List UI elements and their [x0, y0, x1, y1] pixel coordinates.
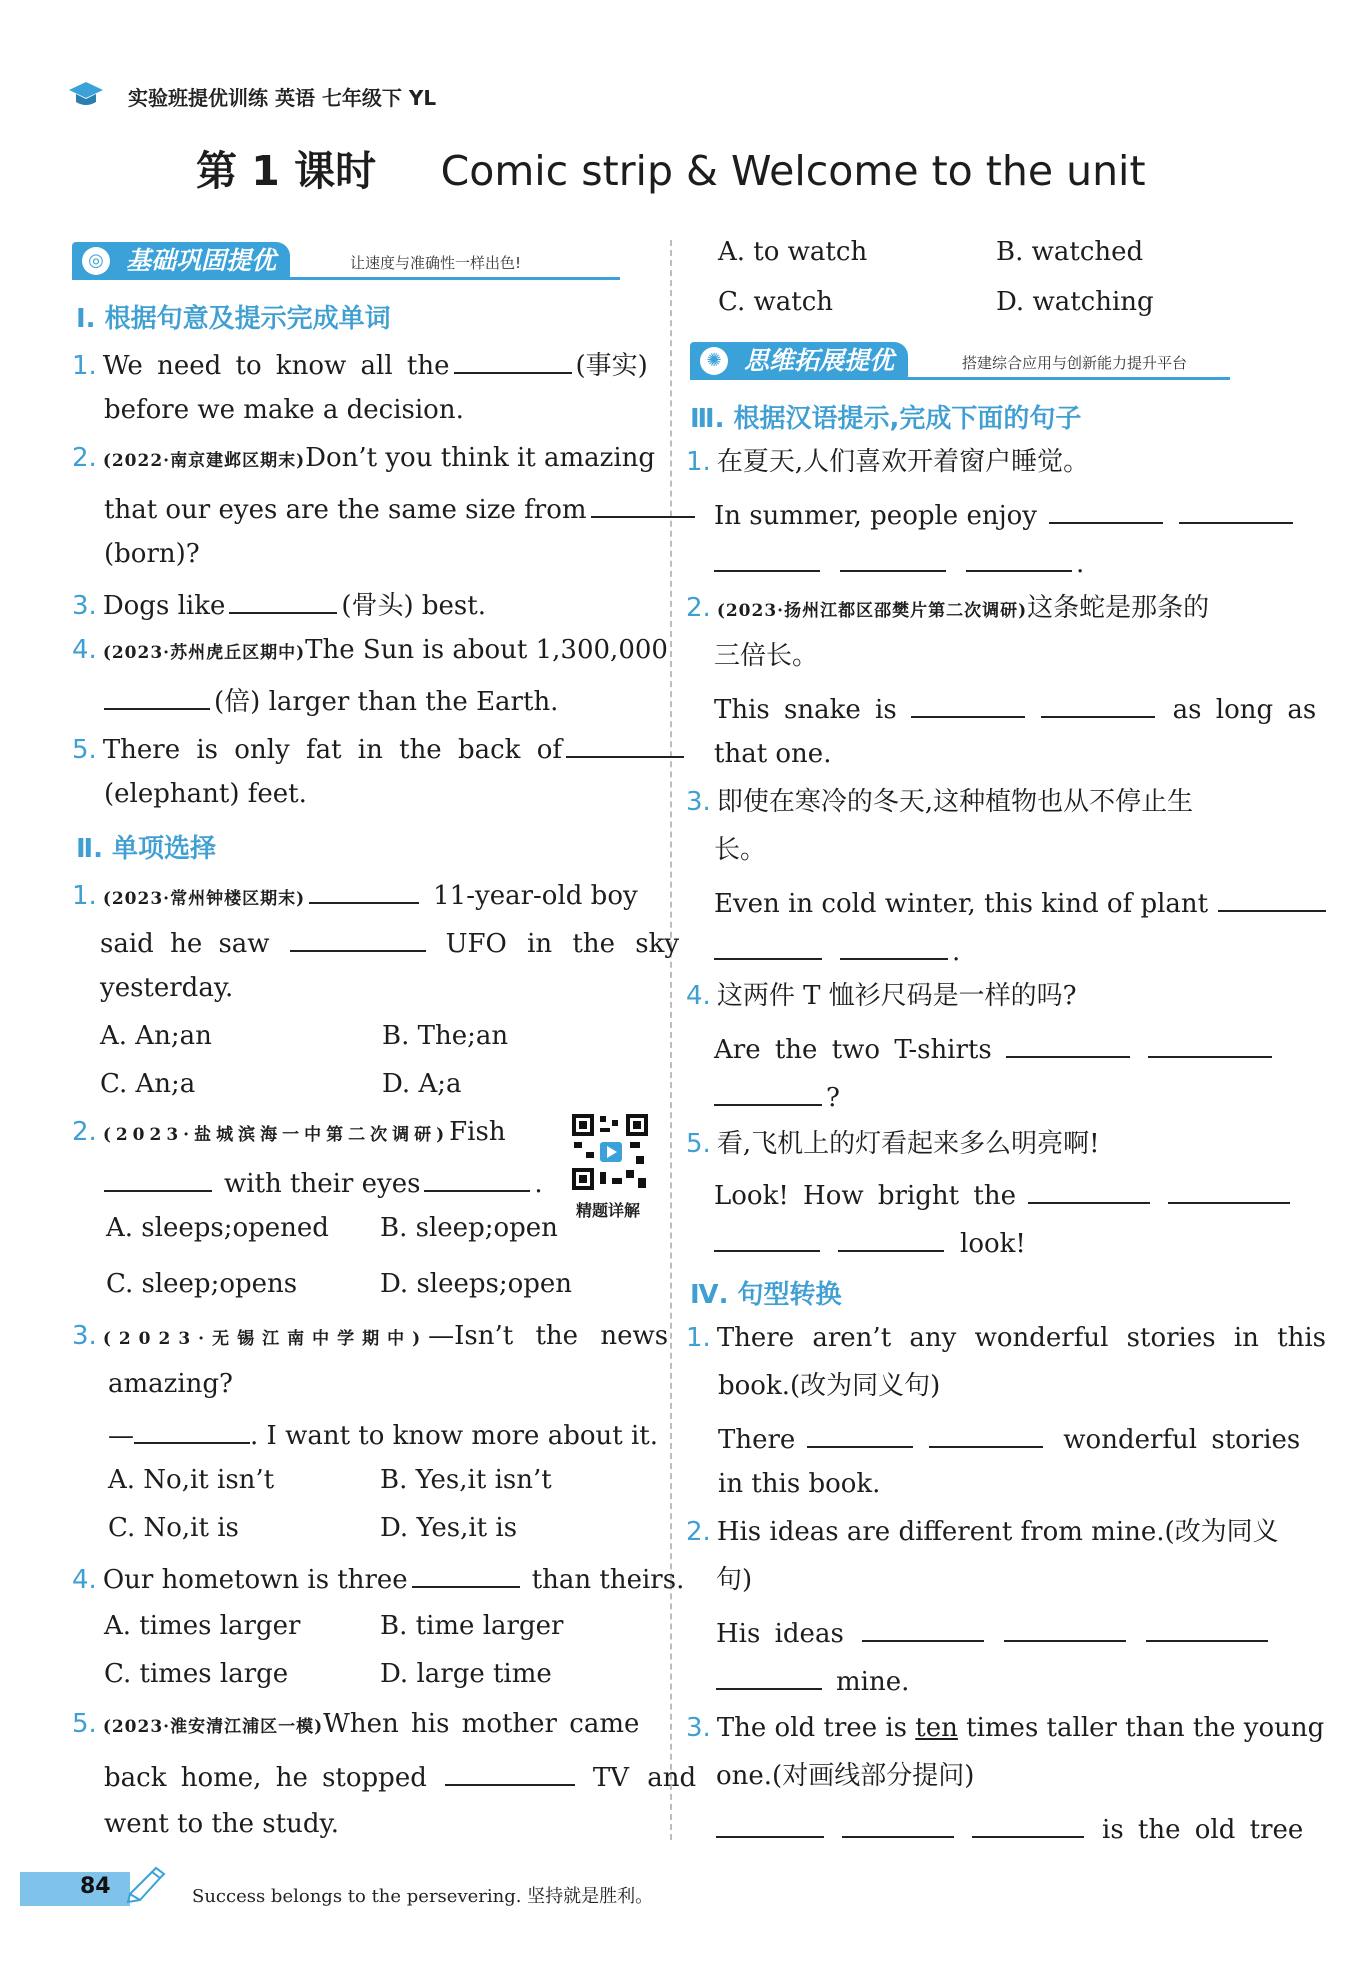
option-c[interactable]: C. watch — [718, 287, 834, 317]
answer-blank[interactable] — [840, 930, 948, 960]
answer-blank[interactable] — [1179, 494, 1293, 524]
answer-blank[interactable] — [716, 1808, 824, 1838]
option-d[interactable]: D. Yes,it is — [380, 1513, 518, 1543]
answer-blank[interactable] — [1146, 1612, 1268, 1642]
question-3-3-en-cont: . — [714, 930, 960, 970]
pencil-hand-icon — [126, 1864, 170, 1904]
question-2-3: 3. (2023·无锡江南中学期中)—Isn’t the news — [72, 1321, 669, 1351]
option-b[interactable]: B. time larger — [380, 1611, 564, 1641]
option-b[interactable]: B. watched — [996, 237, 1144, 267]
answer-blank[interactable] — [714, 1222, 820, 1252]
question-4-1-answer: There wonderful stories — [718, 1418, 1300, 1458]
option-c[interactable]: C. times large — [104, 1659, 289, 1689]
question-1-2-cont: that our eyes are the same size from — [104, 488, 699, 528]
footer-motto: Success belongs to the persevering. 坚持就是胜利。 — [192, 1886, 654, 1907]
question-1-2: 2. (2022·南京建邺区期末)Don’t you think it amazing — [72, 443, 656, 473]
lesson-number: 第 1 课时 — [196, 147, 377, 195]
atom-icon: ✺ — [700, 347, 728, 375]
question-3-3-cn-cont: 长。 — [714, 835, 767, 865]
option-c[interactable]: C. sleep;opens — [106, 1269, 298, 1299]
question-4-2-end: mine. — [716, 1660, 909, 1700]
question-2-5-cont: back home, he stopped TV and — [104, 1756, 696, 1796]
answer-blank[interactable] — [1006, 1028, 1130, 1058]
page-number: 84 — [80, 1874, 111, 1899]
question-4-2: 2. His ideas are different from mine.(改为同义 — [686, 1517, 1279, 1547]
option-d[interactable]: D. large time — [380, 1659, 552, 1689]
answer-blank[interactable] — [412, 1558, 520, 1588]
option-b[interactable]: B. sleep;open — [380, 1213, 558, 1243]
answer-blank[interactable] — [807, 1418, 913, 1448]
answer-blank[interactable] — [290, 922, 426, 952]
banner-label: 思维拓展提优 — [744, 346, 895, 375]
question-3-5: 5. 看,飞机上的灯看起来多么明亮啊! — [686, 1129, 1100, 1159]
target-icon: ◎ — [82, 247, 110, 275]
option-d[interactable]: D. A;a — [382, 1069, 462, 1099]
answer-blank[interactable] — [229, 584, 337, 614]
question-1-4-cont: (倍) larger than the Earth. — [104, 680, 558, 720]
answer-blank[interactable] — [966, 542, 1072, 572]
answer-blank[interactable] — [1028, 1174, 1150, 1204]
answer-blank[interactable] — [716, 1660, 822, 1690]
page-number-tab — [20, 1872, 130, 1906]
question-2-3-reply: — . I want to know more about it. — [108, 1414, 658, 1454]
option-c[interactable]: C. An;a — [100, 1069, 196, 1099]
answer-blank[interactable] — [104, 680, 210, 710]
option-d[interactable]: D. watching — [996, 287, 1154, 317]
option-c[interactable]: C. No,it is — [108, 1513, 239, 1543]
question-4-3: 3. The old tree is ten times taller than the young — [686, 1713, 1325, 1743]
qr-caption: 精题详解 — [576, 1201, 641, 1220]
section-title-3: Ⅲ. 根据汉语提示,完成下面的句子 — [690, 404, 1082, 434]
option-a[interactable]: A. sleeps;opened — [106, 1213, 329, 1243]
section-banner-extend — [690, 342, 1230, 380]
question-1-2-end: (born)? — [104, 539, 200, 569]
option-a[interactable]: A. An;an — [100, 1021, 212, 1051]
answer-blank[interactable] — [838, 1222, 944, 1252]
question-3-5-en: Look! How bright the — [714, 1174, 1294, 1214]
question-3-2-cn-cont: 三倍长。 — [714, 641, 819, 671]
question-4-3-cont: one.(对画线部分提问) — [716, 1761, 975, 1791]
qr-code[interactable] — [570, 1112, 650, 1192]
column-divider — [670, 240, 672, 1840]
question-3-2-en: This snake is as long as — [714, 688, 1316, 728]
answer-blank[interactable] — [929, 1418, 1043, 1448]
question-2-4: 4. Our hometown is three than theirs. — [72, 1558, 684, 1598]
banner-slogan: 让速度与准确性一样出色! — [350, 254, 522, 272]
question-3-3: 3. 即使在寒冷的冬天,这种植物也从不停止生 — [686, 787, 1194, 817]
question-1-1: 1. We need to know all the (事实) — [72, 344, 648, 384]
answer-blank[interactable] — [309, 874, 419, 904]
question-2-5: 5. (2023·淮安清江浦区一模)When his mother came — [72, 1709, 640, 1739]
option-d[interactable]: D. sleeps;open — [380, 1269, 573, 1299]
lesson-title: Comic strip & Welcome to the unit — [440, 147, 1146, 195]
answer-blank[interactable] — [134, 1414, 250, 1444]
question-3-1: 1. 在夏天,人们喜欢开着窗户睡觉。 — [686, 447, 1090, 477]
answer-blank[interactable] — [445, 1756, 575, 1786]
option-b[interactable]: B. The;an — [382, 1021, 509, 1051]
question-4-1-cont: book.(改为同义句) — [718, 1371, 941, 1401]
banner-label: 基础巩固提优 — [126, 246, 277, 275]
answer-blank[interactable] — [972, 1808, 1084, 1838]
answer-blank[interactable] — [1218, 882, 1326, 912]
question-3-1-en-cont: . — [714, 542, 1084, 582]
option-a[interactable]: A. No,it isn’t — [108, 1465, 275, 1495]
question-2-2-cont: with their eyes . — [104, 1162, 543, 1202]
question-3-4-en-cont: ? — [714, 1076, 840, 1116]
question-3-2-en-cont: that one. — [714, 739, 832, 769]
section-title-1: Ⅰ. 根据句意及提示完成单词 — [76, 304, 391, 334]
answer-blank[interactable] — [1049, 494, 1163, 524]
answer-blank[interactable] — [1148, 1028, 1272, 1058]
banner-slogan: 搭建综合应用与创新能力提升平台 — [962, 354, 1188, 372]
question-1-5: 5. There is only fat in the back of — [72, 728, 688, 768]
underlined-word: ten — [915, 1713, 958, 1743]
answer-blank[interactable] — [566, 728, 684, 758]
section-title-2: Ⅱ. 单项选择 — [76, 834, 217, 864]
option-a[interactable]: A. to watch — [718, 237, 868, 267]
answer-blank[interactable] — [714, 930, 822, 960]
book-title: 实验班提优训练 英语 七年级下 YL — [128, 86, 437, 110]
answer-blank[interactable] — [104, 1162, 212, 1192]
book-logo-icon — [68, 80, 104, 110]
section-banner-basic — [72, 242, 620, 280]
section-title-4: Ⅳ. 句型转换 — [690, 1280, 842, 1310]
answer-blank[interactable] — [1004, 1612, 1126, 1642]
question-1-3: 3. Dogs like (骨头) best. — [72, 584, 486, 624]
question-1-1-cont: before we make a decision. — [104, 395, 464, 425]
answer-blank[interactable] — [862, 1612, 984, 1642]
question-2-2: 2. (2023·盐城滨海一中第二次调研)Fish — [72, 1117, 506, 1147]
answer-blank[interactable] — [714, 1076, 822, 1106]
question-1-5-cont: (elephant) feet. — [104, 779, 307, 809]
answer-blank[interactable] — [842, 1808, 954, 1838]
answer-blank[interactable] — [454, 344, 572, 374]
question-4-2-answer: His ideas — [716, 1612, 1272, 1652]
answer-blank[interactable] — [424, 1162, 530, 1192]
question-3-4: 4. 这两件 T 恤衫尺码是一样的吗? — [686, 981, 1077, 1011]
answer-blank[interactable] — [911, 688, 1025, 718]
question-2-1: 1. (2023·常州钟楼区期末) 11-year-old boy — [72, 874, 638, 917]
question-2-1-end: yesterday. — [100, 973, 234, 1003]
question-4-1: 1. There aren’t any wonderful stories in this — [686, 1323, 1327, 1353]
question-2-3-cont: amazing? — [108, 1369, 233, 1399]
answer-blank[interactable] — [840, 542, 946, 572]
option-b[interactable]: B. Yes,it isn’t — [380, 1465, 552, 1495]
question-3-2: 2. (2023·扬州江都区邵樊片第二次调研)这条蛇是那条的 — [686, 593, 1210, 623]
answer-blank[interactable] — [1041, 688, 1155, 718]
answer-blank[interactable] — [1168, 1174, 1290, 1204]
question-4-2-cont: 句) — [716, 1565, 753, 1595]
question-2-5-end: went to the study. — [104, 1809, 339, 1839]
answer-blank[interactable] — [714, 542, 820, 572]
question-3-4-en: Are the two T-shirts — [714, 1028, 1276, 1068]
question-2-1-cont: said he saw UFO in the sky — [100, 922, 679, 962]
question-3-1-en: In summer, people enjoy — [714, 494, 1297, 534]
page-title — [196, 138, 1146, 197]
question-3-5-en-cont: look! — [714, 1222, 1026, 1262]
question-3-3-en: Even in cold winter, this kind of plant — [714, 882, 1330, 922]
question-4-3-answer: is the old tree — [716, 1808, 1303, 1848]
question-4-1-end: in this book. — [718, 1469, 881, 1499]
option-a[interactable]: A. times larger — [104, 1611, 301, 1641]
question-1-4: 4. (2023·苏州虎丘区期中)The Sun is about 1,300,000 — [72, 635, 668, 665]
answer-blank[interactable] — [591, 488, 695, 518]
